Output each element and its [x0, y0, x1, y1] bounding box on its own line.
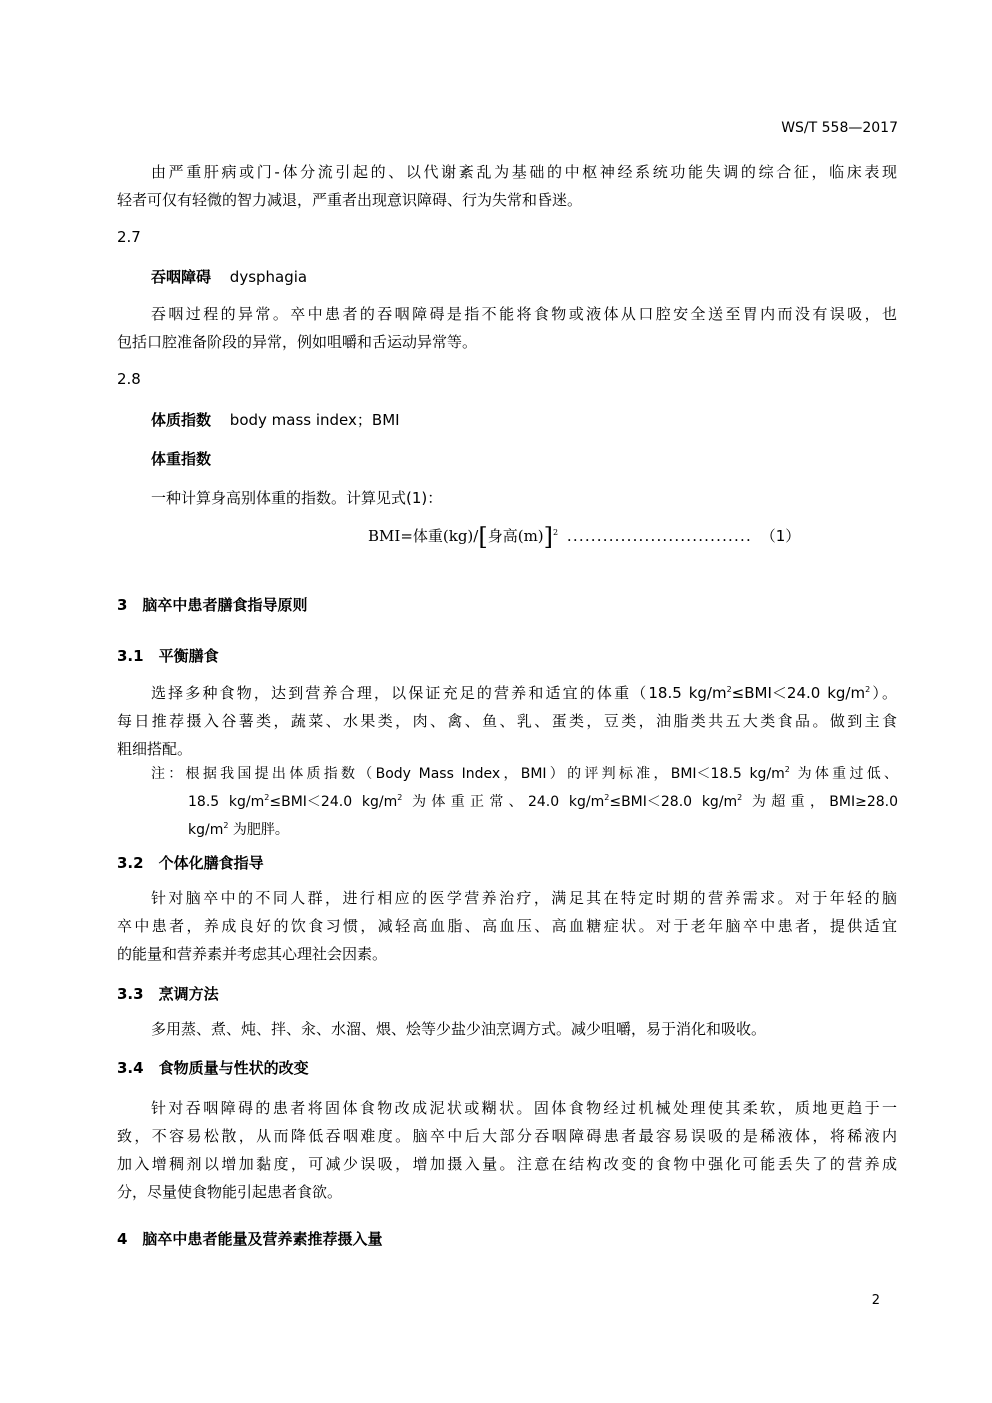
section-heading: 3.4 食物质量与性状的改变 — [117, 1059, 309, 1077]
section-paragraph: 选择多种食物，达到营养合理，以保证充足的营养和适宜的体重（18.5 $kg/m^2\le BMI<24.0$ $kg/m^2$）。 每日推荐摄入谷薯类，蔬菜、水果类，肉、禽、鱼、乳、蛋类，豆类，油脂类共五大类食品。做到主食 粗细搭配。 — [117, 684, 897, 758]
bmi-formula: BMI=体重(kg)/[身高(m)]$^2$ ............................... （1） — [368, 523, 801, 551]
term-entry — [151, 409, 400, 430]
formula-number: （1） — [760, 527, 801, 545]
section-paragraph: 针对脑卒中的不同人群，进行相应的医学营养治疗，满足其在特定时期的营养需求。对于年轻的脑 卒中患者，养成良好的饮食习惯，减轻高血脂、高血压、高血糖症状。对于老年脑卒中患者，提供适宜 的能量和营养素并考虑其心理社会因素。 — [117, 889, 897, 963]
term-chinese: 吞咽障碍 — [151, 268, 212, 286]
clause-number: 2.8 — [117, 370, 141, 388]
definition-paragraph: 吞咽过程的异常。卒中患者的吞咽障碍是指不能将食物或液体从口腔安全送至胃内而没有误吸，也 包括口腔准备阶段的异常，例如咀嚼和舌运动异常等。 — [117, 305, 897, 351]
section-heading: 3.2 个体化膳食指导 — [117, 854, 264, 872]
chapter-heading: 3 脑卒中患者膳食指导原则 — [117, 596, 308, 614]
note: 注：根据我国提出体质指数（Body Mass Index，BMI）的评判标准，BMI＜18.5 $kg/m^2$ 为体重过低、 18.5 $kg/m^2\le BMI<24.0$ $kg/m^2$ 为体重正常、24.0 $kg/m^2\le BMI<28.0$ $kg/m^2$ 为超重，BMI≥28.0 $kg/m^2$ 为肥胖。 — [151, 765, 898, 838]
dot-leader: ............................... — [566, 527, 752, 545]
definition-paragraph: 由严重肝病或门-体分流引起的、以代谢紊乱为基础的中枢神经系统功能失调的综合征，临床表现 轻者可仅有轻微的智力减退，严重者出现意识障碍、行为失常和昏迷。 — [117, 163, 897, 209]
section-paragraph: 多用蒸、煮、炖、拌、汆、水溜、煨、烩等少盐少油烹调方式。减少咀嚼，易于消化和吸收。 — [151, 1020, 767, 1038]
term-english: body mass index；BMI — [229, 411, 400, 429]
term-chinese: 体质指数 — [151, 411, 212, 429]
document-code: WS/T 558—2017 — [781, 120, 898, 136]
section-heading: 3.1 平衡膳食 — [117, 647, 219, 665]
clause-number: 2.7 — [117, 228, 141, 246]
term-english: dysphagia — [229, 268, 308, 286]
alternative-term: 体重指数 — [151, 450, 212, 468]
chapter-heading: 4 脑卒中患者能量及营养素推荐摄入量 — [117, 1230, 383, 1248]
section-heading: 3.3 烹调方法 — [117, 985, 219, 1003]
section-paragraph: 针对吞咽障碍的患者将固体食物改成泥状或糊状。固体食物经过机械处理使其柔软，质地更趋于一 致，不容易松散，从而降低吞咽难度。脑卒中后大部分吞咽障碍患者最容易误吸的是稀液体，将稀液内 加入增稠剂以增加黏度，可减少误吸，增加摄入量。注意在结构改变的食物中强化可能丢失了的营养成 分，尽量使食物能引起患者食欲。 — [117, 1099, 897, 1201]
term-entry — [151, 266, 307, 287]
page-number: 2 — [871, 1293, 880, 1308]
definition-text: 一种计算身高别体重的指数。计算见式(1)： — [151, 489, 443, 507]
